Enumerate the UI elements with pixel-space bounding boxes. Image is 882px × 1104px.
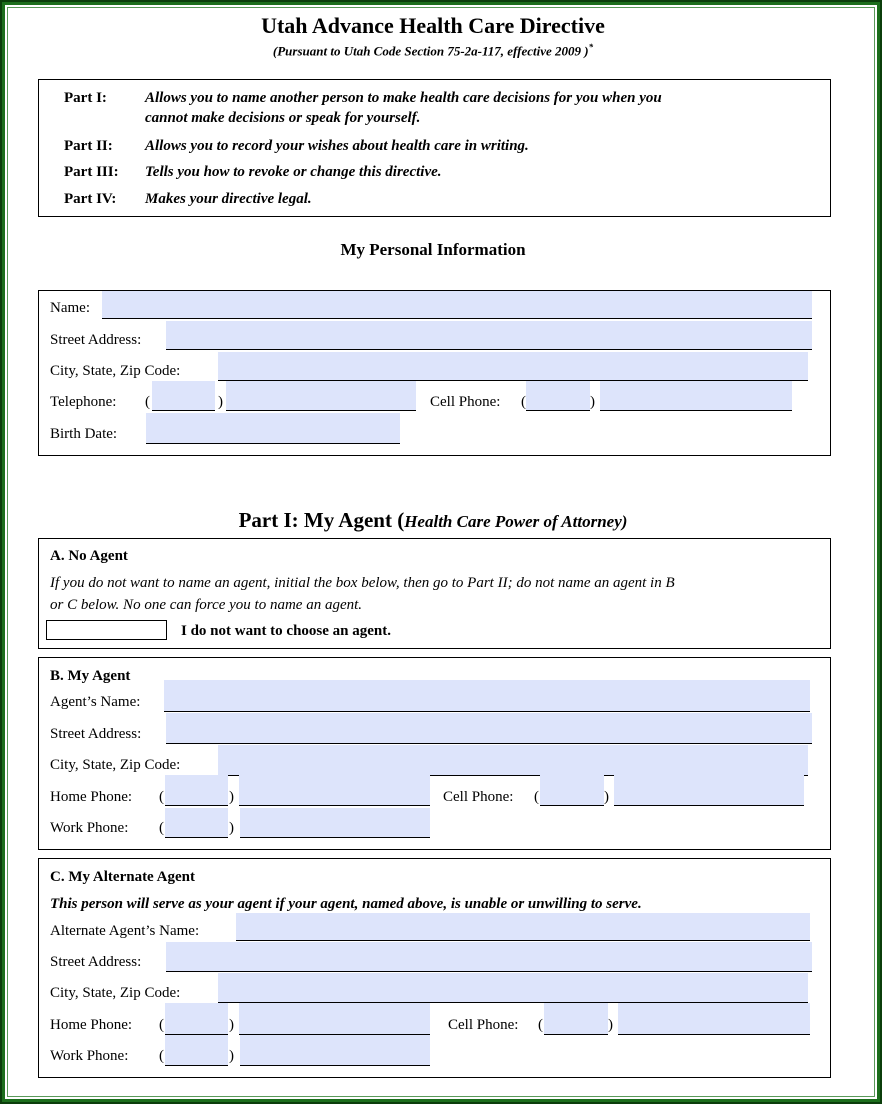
paren: ( (538, 1017, 543, 1033)
part-label: Part III: (64, 164, 119, 180)
birth-date-label: Birth Date: (50, 426, 118, 442)
agent-cell-area-code-input[interactable] (540, 775, 604, 806)
personal-info-heading: My Personal Information (340, 240, 526, 259)
no-agent-initials-input[interactable] (46, 620, 167, 640)
agent-street-label: Street Address: (50, 726, 142, 742)
agent-city-input[interactable] (218, 745, 808, 776)
alt-agent-name-input[interactable] (236, 913, 810, 941)
document-title: Utah Advance Health Care Directive (261, 13, 605, 38)
paren: ( (145, 394, 150, 410)
part-label: Part IV: (64, 191, 117, 207)
agent-cell-phone-label: Cell Phone: (443, 789, 514, 805)
section-b-heading: B. My Agent (50, 668, 131, 684)
paren: ) (229, 1017, 234, 1033)
alt-agent-work-number-input[interactable] (240, 1035, 430, 1066)
part-description: Allows you to record your wishes about health care in writing. (145, 138, 529, 154)
telephone-area-code-input[interactable] (152, 381, 215, 411)
city-label: City, State, Zip Code: (50, 363, 181, 379)
agent-street-input[interactable] (166, 713, 812, 744)
cell-number-input[interactable] (600, 381, 792, 411)
part-description: Makes your directive legal. (145, 191, 312, 207)
alt-agent-home-number-input[interactable] (239, 1003, 430, 1035)
section-a-heading: A. No Agent (50, 548, 128, 564)
agent-home-phone-label: Home Phone: (50, 789, 133, 805)
section-a-instructions: If you do not want to name an agent, initial the box below, then go to Part II; do not name an agent in B (50, 575, 675, 591)
part1-heading: Part I: My Agent (Health Care Power of Attorney) (238, 508, 628, 532)
document-subtitle: (Pursuant to Utah Code Section 75-2a-117, effective 2009 )* (272, 42, 594, 59)
alt-agent-city-label: City, State, Zip Code: (50, 985, 181, 1001)
agent-cell-number-input[interactable] (614, 775, 804, 806)
alt-agent-city-input[interactable] (218, 973, 808, 1003)
telephone-number-input[interactable] (226, 381, 416, 411)
paren: ( (159, 1048, 164, 1064)
name-label: Name: (50, 300, 90, 316)
alt-agent-cell-area-code-input[interactable] (544, 1003, 608, 1035)
telephone-label: Telephone: (50, 394, 117, 410)
agent-name-label: Agent’s Name: (50, 694, 141, 710)
no-agent-label: I do not want to choose an agent. (181, 623, 392, 639)
alt-agent-work-phone-label: Work Phone: (50, 1048, 129, 1064)
alt-agent-cell-number-input[interactable] (618, 1003, 810, 1035)
cell-area-code-input[interactable] (526, 381, 590, 411)
alt-agent-home-phone-label: Home Phone: (50, 1017, 133, 1033)
paren: ) (229, 1048, 234, 1064)
part-description: Tells you how to revoke or change this directive. (145, 164, 442, 180)
paren: ( (521, 394, 526, 410)
alt-agent-cell-phone-label: Cell Phone: (448, 1017, 519, 1033)
name-input[interactable] (102, 291, 812, 319)
paren: ) (229, 789, 234, 805)
agent-work-number-input[interactable] (240, 808, 430, 838)
paren: ( (534, 789, 539, 805)
section-c-heading: C. My Alternate Agent (50, 869, 195, 885)
paren: ) (608, 1017, 613, 1033)
agent-work-phone-label: Work Phone: (50, 820, 129, 836)
alt-agent-work-area-code-input[interactable] (165, 1035, 228, 1066)
agent-name-input[interactable] (164, 680, 810, 712)
paren: ) (229, 820, 234, 836)
street-input[interactable] (166, 321, 812, 350)
section-c-note: This person will serve as your agent if your agent, named above, is unable or unwilling to serve. (50, 896, 642, 912)
street-label: Street Address: (50, 332, 142, 348)
birth-date-input[interactable] (146, 413, 400, 444)
paren: ) (590, 394, 595, 410)
part-description: cannot make decisions or speak for yourself. (145, 110, 421, 126)
agent-home-number-input[interactable] (239, 775, 430, 806)
alt-agent-home-area-code-input[interactable] (165, 1003, 228, 1035)
agent-work-area-code-input[interactable] (165, 808, 228, 838)
section-a-instructions: or C below. No one can force you to name an agent. (50, 597, 363, 613)
cell-phone-label: Cell Phone: (430, 394, 501, 410)
part-label: Part I: (64, 90, 107, 106)
city-state-zip-input[interactable] (218, 352, 808, 381)
alt-agent-street-label: Street Address: (50, 954, 142, 970)
agent-city-label: City, State, Zip Code: (50, 757, 181, 773)
part-label: Part II: (64, 138, 113, 154)
agent-home-area-code-input[interactable] (165, 775, 228, 806)
paren: ( (159, 820, 164, 836)
part-description: Allows you to name another person to make health care decisions for you when you (145, 90, 662, 106)
paren: ( (159, 789, 164, 805)
paren: ) (218, 394, 223, 410)
alt-agent-street-input[interactable] (166, 942, 812, 972)
alt-agent-name-label: Alternate Agent’s Name: (50, 923, 200, 939)
paren: ) (604, 789, 609, 805)
paren: ( (159, 1017, 164, 1033)
